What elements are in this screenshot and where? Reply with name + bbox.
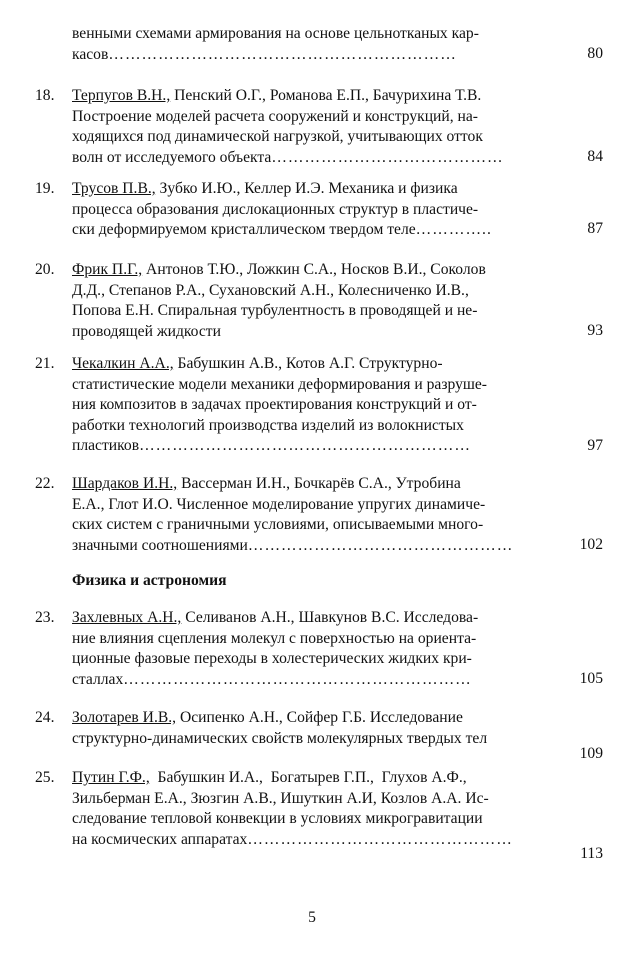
leader-dots: ………………………………………… <box>247 536 514 554</box>
entry-text <box>72 179 557 241</box>
entry-line: Золотарев И.В., Осипенко А.Н., Сойфер Г.Б. Исследование <box>72 709 463 726</box>
toc-entry <box>35 608 603 692</box>
entry-line: процесса образования дислокационных структур в пластиче- <box>72 200 479 218</box>
entry-line: ходящихся под динамической нагрузкой, учитывающих отток <box>72 128 483 146</box>
entry-line: Терпугов В.Н., Пенский О.Г., Романова Е.П., Бачурихина Т.В. <box>72 87 482 104</box>
leader-dots: ………………………………………… <box>247 830 513 848</box>
entry-line: ния композитов в задачах проектирования конструкций и от- <box>72 396 477 414</box>
lead-author: Трусов П.В., <box>72 180 156 197</box>
leader-dots: ……………………………………………………… <box>108 45 457 63</box>
entry-number: 25. <box>35 769 55 786</box>
page-ref: 105 <box>579 670 603 687</box>
entry-line: Попова Е.Н. Спиральная турбулентность в проводящей и не- <box>72 302 478 320</box>
toc-entry <box>35 474 603 558</box>
entry-line: ние влияния сцепления молекул с поверхностью на ориента- <box>72 629 477 647</box>
entry-line: волн от исследуемого объекта…………………………………… <box>72 148 504 166</box>
entry-number: 19. <box>35 180 55 197</box>
lead-author: Захлевных А.Н., <box>72 609 182 626</box>
entry-line: Е.А., Глот И.О. Численное моделирование упругих динамиче- <box>72 495 486 513</box>
toc-entry <box>35 260 603 344</box>
toc-entry <box>35 179 603 243</box>
entry-line: следование тепловой конвекции в условиях микрогравитации <box>72 810 483 828</box>
lead-author: Терпугов В.Н., <box>72 87 171 104</box>
page-ref: 80 <box>587 45 603 62</box>
entry-number: 24. <box>35 709 55 726</box>
entry-text <box>72 474 557 556</box>
entry-text <box>72 86 557 168</box>
toc-entry <box>35 708 603 768</box>
entry-text <box>72 608 557 690</box>
entry-line: касов……………………………………………………… <box>72 45 457 63</box>
entry-text <box>72 708 557 749</box>
page-ref: 97 <box>587 437 603 454</box>
entry-number: 18. <box>35 87 55 104</box>
leader-dots: ……………………………………………………… <box>123 670 472 688</box>
entry-line: Зильберман Е.А., Зюзгин А.В., Ишуткин А.И, Козлов А.А. Ис- <box>72 789 489 807</box>
toc-entry <box>35 86 603 170</box>
page-ref: 102 <box>579 536 603 553</box>
toc-entry <box>35 354 603 458</box>
lead-author: Фрик П.Г., <box>72 261 143 278</box>
lead-author: Путин Г.Ф., <box>72 769 150 786</box>
lead-author: Золотарев И.В., <box>72 709 177 726</box>
entry-line: структурно-динамических свойств молекулярных твердых тел <box>72 729 488 747</box>
entry-line: Фрик П.Г., Антонов Т.Ю., Ложкин С.А., Носков В.И., Соколов <box>72 261 486 278</box>
entry-line: сталлах……………………………………………………… <box>72 670 472 688</box>
entry-line: ционные фазовые переходы в холестерических жидких кри- <box>72 650 472 668</box>
entry-line: Захлевных А.Н., Селиванов А.Н., Шавкунов В.С. Исследова- <box>72 609 479 626</box>
entry-line: работки технологий производства изделий из волокнистых <box>72 416 464 434</box>
entry-line: Чекалкин А.А., Бабушкин А.В., Котов А.Г. Структурно- <box>72 355 443 372</box>
toc-entry <box>35 24 603 68</box>
entry-line: на космических аппаратах………………………………………… <box>72 830 513 848</box>
entry-line: статистические модели механики деформирования и разруше- <box>72 375 487 393</box>
lead-author: Шардаков И.Н., <box>72 475 178 492</box>
section-heading: Физика и астрономия <box>72 572 227 589</box>
entry-line: ски деформируемом кристаллическом твердом теле………….. <box>72 221 492 239</box>
entry-text <box>72 260 557 342</box>
entry-line: проводящей жидкости <box>72 322 221 340</box>
page-number: 5 <box>308 909 316 926</box>
entry-line: пластиков…………………………………………………… <box>72 437 471 455</box>
entry-line: Путин Г.Ф., Бабушкин И.А., Богатырев Г.П., Глухов А.Ф., <box>72 769 467 786</box>
leader-dots: …………………………………… <box>271 148 504 166</box>
page-ref: 87 <box>587 220 603 237</box>
entry-line: Шардаков И.Н., Вассерман И.Н., Бочкарёв С.А., Утробина <box>72 475 461 492</box>
entry-text <box>72 24 557 65</box>
entry-line: Трусов П.В., Зубко И.Ю., Келлер И.Э. Механика и физика <box>72 180 458 197</box>
entry-line: значными соотношениями………………………………………… <box>72 536 514 554</box>
entry-text <box>72 354 557 457</box>
entry-line: ских систем с граничными условиями, описываемыми много- <box>72 516 484 534</box>
entry-line: венными схемами армирования на основе цельнотканых кар- <box>72 25 479 42</box>
entry-number: 20. <box>35 261 55 278</box>
page-ref: 84 <box>587 148 603 165</box>
entry-number: 23. <box>35 609 55 626</box>
entry-text <box>72 768 557 850</box>
entry-line: Д.Д., Степанов Р.А., Сухановский А.Н., Колесниченко И.В., <box>72 281 469 299</box>
page-ref: 93 <box>587 322 603 339</box>
page-ref: 113 <box>580 845 603 862</box>
page-ref: 109 <box>579 745 603 762</box>
entry-number: 22. <box>35 475 55 492</box>
entry-line: Построение моделей расчета сооружений и конструкций, на- <box>72 107 478 125</box>
toc-entry <box>35 768 603 868</box>
leader-dots: …………………………………………………… <box>139 437 471 455</box>
leader-dots: ………….. <box>415 221 492 239</box>
entry-number: 21. <box>35 355 55 372</box>
lead-author: Чекалкин А.А., <box>72 355 174 372</box>
